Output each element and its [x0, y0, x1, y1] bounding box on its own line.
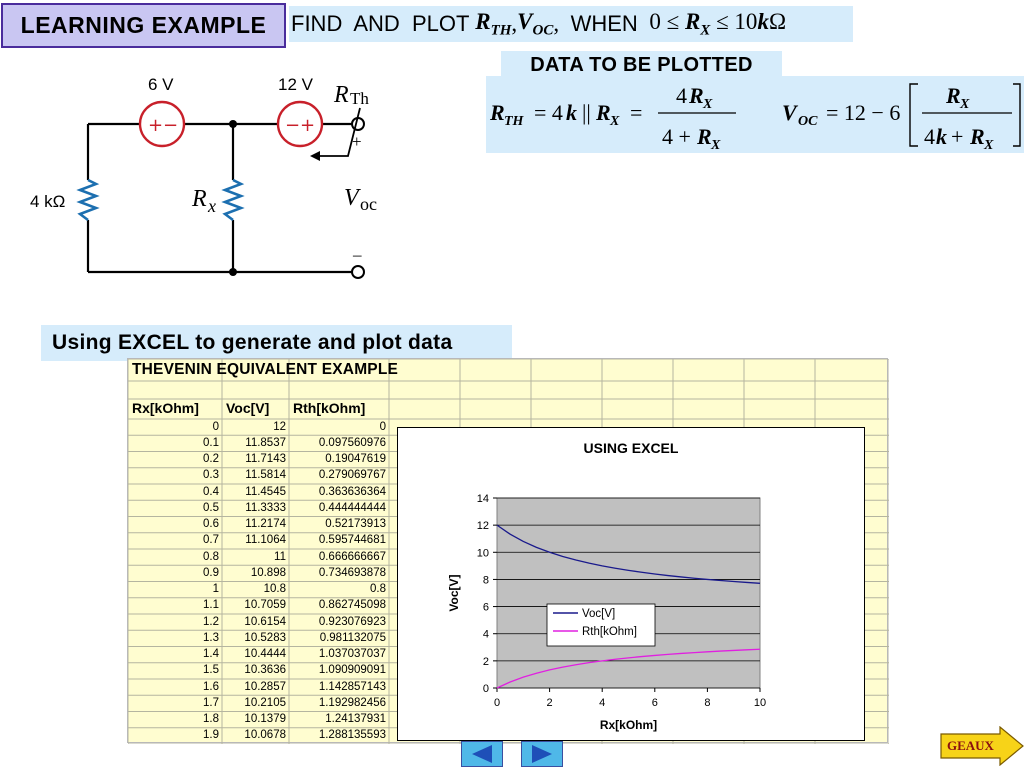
table-cell[interactable]: 1.192982456 [318, 696, 386, 709]
svg-text:X: X [610, 114, 620, 129]
table-cell[interactable]: 1 [212, 583, 219, 595]
table-cell[interactable]: 12 [273, 420, 286, 433]
formula-box [486, 76, 1024, 153]
table-cell[interactable]: 0.52173913 [325, 518, 386, 530]
svg-text:= 4: = 4 [534, 100, 563, 125]
voc-label: V [344, 185, 359, 211]
node-bottom [229, 268, 237, 276]
plus-sign: + [352, 132, 362, 151]
column-header[interactable]: Rx[kOhm] [132, 400, 199, 416]
x-tick-label: 2 [546, 697, 553, 709]
table-cell[interactable]: 0.4 [203, 485, 219, 498]
table-cell[interactable]: 10.6154 [244, 615, 286, 628]
svg-text:+: + [148, 115, 164, 136]
svg-text:k: k [936, 124, 947, 149]
svg-text:R: R [689, 83, 704, 108]
table-cell[interactable]: 1.24137931 [325, 713, 386, 725]
svg-text:R: R [970, 124, 985, 149]
table-cell[interactable]: 0.279069767 [318, 469, 386, 482]
table-cell[interactable]: 10.3636 [244, 664, 286, 677]
svg-text:R: R [946, 83, 961, 108]
y-tick-label: 4 [482, 628, 489, 641]
y-tick-label: 0 [482, 683, 489, 695]
y-axis-label: Voc[V] [447, 574, 461, 612]
problem-statement: FIND AND PLOT $R_{TH}$ , $V_{OC}$ , WHEN $0 \le R_X \le 10k\Omega$ [289, 6, 853, 42]
rth-label: R [334, 82, 349, 108]
svg-text:R: R [697, 124, 712, 149]
resistor-4k-label: 4 kΩ [30, 192, 66, 211]
excel-chart[interactable] [397, 427, 865, 741]
source2-label: 12 V [278, 75, 313, 94]
svg-text:OC: OC [798, 114, 818, 129]
legend-label: Voc[V] [582, 608, 616, 620]
column-header[interactable]: Voc[V] [226, 400, 270, 416]
y-tick-label: 2 [482, 655, 489, 668]
table-cell[interactable]: 0.19047619 [325, 453, 386, 465]
resistor-rx [225, 180, 241, 220]
table-cell[interactable]: 11.8537 [245, 436, 286, 449]
resistor-4k [80, 180, 96, 220]
table-cell[interactable]: 0.444444444 [318, 501, 386, 514]
circuit-wires [88, 124, 352, 272]
table-cell[interactable]: 0 [212, 420, 219, 433]
svg-text:4: 4 [676, 83, 687, 108]
table-cell[interactable]: 11.1064 [245, 534, 286, 547]
table-cell[interactable]: 0.2 [203, 453, 219, 465]
learning-example-badge [1, 3, 286, 48]
svg-text:4: 4 [924, 124, 935, 149]
svg-text:X: X [711, 138, 721, 153]
rx-label: R [192, 186, 207, 212]
table-cell[interactable]: 1.7 [203, 696, 219, 709]
svg-text:−: − [285, 115, 301, 136]
table-cell[interactable]: 10.2105 [244, 696, 286, 709]
table-cell[interactable]: 11.4545 [245, 485, 286, 498]
table-cell[interactable]: 1.142857143 [318, 680, 386, 693]
sheet-title: THEVENIN EQUIVALENT EXAMPLE [132, 361, 399, 378]
chart-svg [398, 428, 864, 740]
table-cell[interactable]: 0.923076923 [318, 615, 386, 628]
table-cell[interactable]: 0.862745098 [318, 599, 386, 612]
x-tick-label: 8 [704, 697, 711, 709]
table-cell[interactable]: 0.595744681 [318, 534, 386, 547]
table-cell[interactable]: 11 [274, 550, 286, 563]
table-cell[interactable]: 0.666666667 [318, 550, 386, 563]
x-axis-label: Rx[kOhm] [599, 718, 658, 732]
data-label-text: DATA TO BE PLOTTED [530, 53, 753, 76]
table-cell[interactable]: 0.7 [203, 534, 219, 547]
svg-text:= 12 − 6: = 12 − 6 [826, 100, 901, 125]
terminal-bottom [352, 266, 364, 278]
voc-symbol: $V_{OC}$ [517, 8, 554, 39]
geaux-label: GEAUX [947, 738, 994, 753]
excel-section-title [41, 325, 512, 361]
svg-text:=: = [630, 100, 643, 125]
table-cell[interactable]: 0 [379, 420, 386, 433]
svg-text:V: V [782, 100, 797, 125]
chart-title: USING EXCEL [583, 440, 679, 456]
table-cell[interactable]: 0.734693878 [318, 566, 386, 579]
right-arrow-icon [529, 744, 555, 764]
table-cell[interactable]: 11.5814 [245, 469, 286, 482]
node-top [229, 120, 237, 128]
svg-text:TH: TH [504, 114, 524, 129]
table-cell[interactable]: 0.8 [203, 550, 219, 563]
badge-text: LEARNING EXAMPLE [20, 12, 267, 38]
table-cell[interactable]: 1.9 [203, 729, 219, 742]
column-header[interactable]: Rth[kOhm] [293, 400, 366, 416]
rth-symbol: $R_{TH}$ [469, 8, 512, 39]
table-cell[interactable]: 0.6 [203, 518, 219, 530]
rth-sub: Th [350, 89, 369, 108]
svg-text:X: X [984, 138, 994, 153]
table-cell[interactable]: 1.288135593 [318, 729, 386, 742]
table-cell[interactable]: 0.097560976 [318, 436, 386, 449]
svg-text:R: R [490, 100, 505, 125]
chart-legend [547, 604, 655, 646]
data-to-be-plotted-label [501, 51, 782, 79]
y-tick-label: 6 [482, 601, 489, 614]
find-text: FIND AND PLOT [291, 11, 470, 36]
table-cell[interactable]: 1.3 [203, 631, 219, 644]
svg-text:X: X [703, 97, 713, 112]
y-tick-label: 8 [482, 574, 489, 587]
svg-text:||: || [582, 100, 591, 125]
minus-sign: – [353, 245, 362, 264]
legend-label: Rth[kOhm] [582, 626, 637, 638]
next-button[interactable] [521, 741, 563, 767]
plot-area [497, 498, 760, 688]
y-tick-label: 10 [476, 547, 489, 560]
table-cell[interactable]: 11.3333 [245, 501, 286, 514]
geaux-button[interactable] [940, 726, 1024, 766]
table-cell[interactable]: 0.1 [203, 436, 219, 449]
table-cell[interactable]: 0.981132075 [319, 631, 386, 644]
table-cell[interactable]: 0.5 [203, 501, 219, 514]
table-cell[interactable]: 10.7059 [244, 599, 286, 612]
table-cell[interactable]: 1.090909091 [318, 664, 386, 677]
table-cell[interactable]: 11.7143 [245, 453, 286, 465]
x-tick-label: 0 [493, 697, 501, 709]
table-cell[interactable]: 1.4 [203, 648, 219, 660]
table-cell[interactable]: 1.2 [203, 615, 219, 628]
x-tick-label: 6 [651, 697, 658, 709]
table-cell[interactable]: 0.8 [370, 583, 386, 595]
table-cell[interactable]: 10.1379 [244, 713, 286, 725]
table-cell[interactable]: 10.0678 [244, 729, 286, 742]
when-text: WHEN [570, 11, 638, 36]
svg-text:−: − [163, 115, 179, 136]
svg-text:4 +: 4 + [662, 124, 691, 149]
y-tick-label: 12 [476, 520, 489, 533]
table-cell[interactable]: 1.6 [203, 680, 219, 693]
svg-text:k: k [566, 100, 577, 125]
table-cell[interactable]: 1.8 [203, 713, 219, 725]
x-tick-label: 10 [753, 697, 767, 709]
rx-sub: x [208, 196, 216, 216]
table-cell[interactable]: 0.3 [203, 469, 219, 482]
table-cell[interactable]: 1.037037037 [318, 648, 386, 660]
left-arrow-icon [469, 744, 495, 764]
table-cell[interactable]: 0.9 [203, 566, 219, 579]
svg-text:R: R [596, 100, 611, 125]
table-cell[interactable]: 0.363636364 [318, 485, 386, 498]
svg-text:+: + [300, 115, 316, 136]
table-cell[interactable]: 10.8 [263, 583, 286, 595]
svg-text:X: X [960, 97, 970, 112]
range-expression: $0 \le R_X \le 10k\Omega$ [637, 8, 787, 39]
table-cell[interactable]: 1.1 [203, 599, 219, 612]
table-cell[interactable]: 10.2857 [244, 680, 286, 693]
voc-sub: oc [360, 194, 377, 214]
terminal-top [352, 118, 364, 130]
table-cell[interactable]: 10.4444 [244, 648, 286, 660]
excel-title-text: Using EXCEL to generate and plot data [52, 331, 453, 354]
y-tick-label: 14 [476, 493, 489, 505]
circuit-diagram [30, 70, 390, 285]
table-cell[interactable]: 11.2174 [245, 518, 286, 530]
x-tick-label: 4 [599, 697, 606, 709]
svg-text:+: + [951, 124, 964, 149]
table-cell[interactable]: 10.898 [250, 566, 286, 579]
formulas-svg [486, 76, 1024, 153]
table-cell[interactable]: 1.5 [203, 664, 219, 677]
prev-button[interactable] [461, 741, 503, 767]
source1-label: 6 V [148, 75, 174, 94]
table-cell[interactable]: 10.5283 [244, 631, 286, 644]
